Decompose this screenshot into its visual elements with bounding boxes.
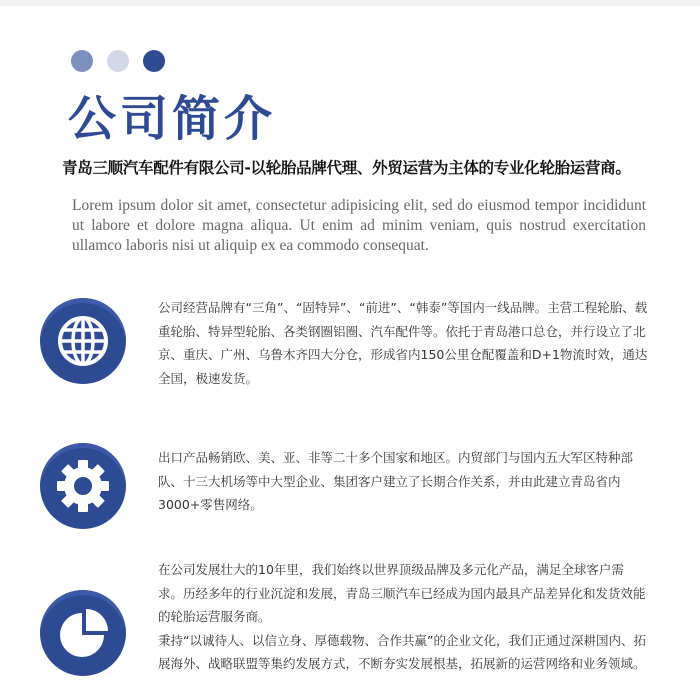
development-paragraph: 在公司发展壮大的10年里，我们始终以世界顶级品牌及多元化产品，满足全球客户需求。历经多年的行业沉淀和发展，青岛三顺汽车已经成为国内最具产品差异化和发货效能的轮胎运营服务商。	[158, 562, 646, 624]
decorative-dots	[71, 50, 165, 72]
pie-chart-icon	[40, 590, 126, 676]
top-band	[0, 0, 700, 6]
dot-icon	[143, 50, 165, 72]
intro-paragraph: Lorem ipsum dolor sit amet, consectetur adipisicing elit, sed do eiusmod tempor incididunt ut labore et dolore magna aliqua. Ut enim ad minim veniam, quis nostrud exercitation ullamco laboris nisi ut aliquip ex ea commodo consequat.	[72, 197, 646, 254]
section-text-development	[158, 558, 648, 676]
company-subtitle: 青岛三顺汽车配件有限公司-以轮胎品牌代理、外贸运营为主体的专业化轮胎运营商。	[62, 159, 631, 177]
globe-icon	[40, 298, 126, 384]
dot-icon	[71, 50, 93, 72]
gear-icon	[40, 443, 126, 529]
section-text-export: 出口产品畅销欧、美、亚、非等二十多个国家和地区。内贸部门与国内五大军区特种部队、十三大机场等中大型企业、集团客户建立了长期合作关系，并由此建立青岛省内3000+零售网络。	[158, 450, 634, 512]
culture-paragraph: 秉持“以诚待人、以信立身、厚德载物、合作共赢”的企业文化，我们正通过深耕国内、拓展海外、战略联盟等集约发展方式，不断夯实发展根基，拓展新的运营网络和业务领域。	[158, 632, 646, 671]
dot-icon	[107, 50, 129, 72]
page-title: 公司简介	[68, 91, 277, 147]
section-text-brands: 公司经营品牌有“三角”、“固特异”、“前进”、“韩泰”等国内一线品牌。主营工程轮胎、载重轮胎、特异型轮胎、各类钢圈铝圈、汽车配件等。依托于青岛港口总仓，并行设立了北京、重庆、广州、乌鲁木齐四大分仓，形成省内150公里仓配覆盖和D+1物流时效，通达全国，极速发货。	[158, 300, 648, 386]
